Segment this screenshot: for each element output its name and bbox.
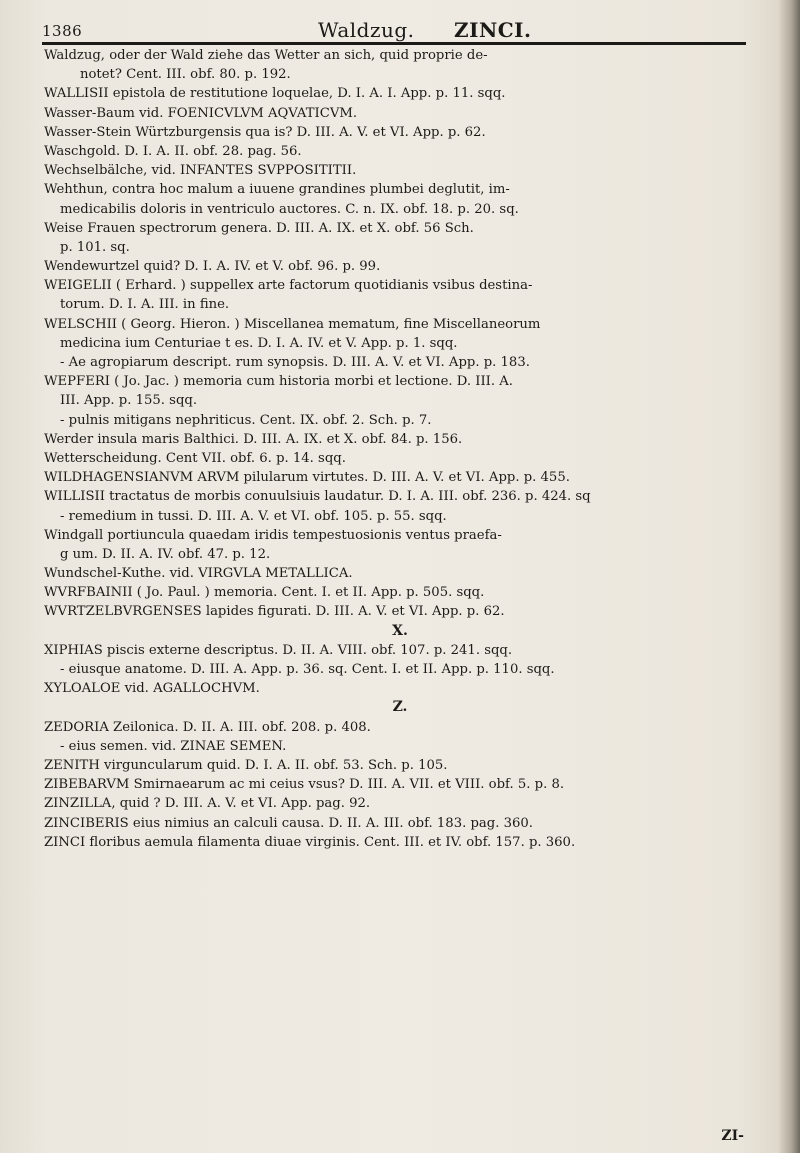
- index-line: - eius semen. vid. ZINAE SEMEN.: [60, 738, 287, 754]
- section-letter-x: X.: [392, 622, 408, 639]
- index-line: Wendewurtzel quid? D. I. A. IV. et V. obf. 96. p. 99.: [44, 259, 381, 275]
- index-line: WILDHAGENSIANVM ARVM pilularum virtutes. D. III. A. V. et VI. App. p. 455.: [44, 470, 570, 486]
- index-line: ZINCI floribus aemula filamenta diuae virginis. Cent. III. et IV. obf. 157. p. 360.: [44, 834, 576, 850]
- index-line: Werder insula maris Balthici. D. III. A. IX. et X. obf. 84. p. 156.: [44, 431, 463, 447]
- index-line: - remedium in tussi. D. III. A. V. et VI. obf. 105. p. 55. sqq.: [60, 508, 447, 524]
- index-line: Wehthun, contra hoc malum a iuuene grandines plumbei deglutit, im-: [44, 182, 510, 198]
- index-line: ZIBEBARVM Smirnaearum ac mi ceius vsus? D. III. A. VII. et VIII. obf. 5. p. 8.: [44, 777, 565, 793]
- index-line: - Ae agropiarum descript. rum synopsis. D. III. A. V. et VI. App. p. 183.: [60, 355, 530, 370]
- index-line: WEPFERI ( Jo. Jac. ) memoria cum historia morbi et lectione. D. III. A.: [44, 374, 513, 390]
- index-line: Weise Frauen spectrorum genera. D. III. A. IX. et X. obf. 56 Sch.: [44, 220, 474, 236]
- running-header: [42, 16, 742, 44]
- running-keyword: ZINCI.: [454, 18, 532, 42]
- index-line: Wundschel-Kuthe. vid. VIRGVLA METALLICA.: [44, 566, 353, 582]
- index-line: Wasser-Baum vid. FOENICVLVM AQVATICVM.: [44, 105, 358, 121]
- section-letter-z: Z.: [392, 699, 408, 716]
- index-line: medicabilis doloris in ventriculo auctores. C. n. IX. obf. 18. p. 20. sq.: [60, 201, 519, 217]
- index-line: WELSCHII ( Georg. Hieron. ) Miscellanea mematum, fine Miscellaneorum: [44, 316, 541, 332]
- index-line: Wechselbälche, vid. INFANTES SVPPOSITITII.: [44, 163, 357, 179]
- index-line: Waschgold. D. I. A. II. obf. 28. pag. 56.: [44, 143, 302, 159]
- index-line: WVRTZELBVRGENSES lapides figurati. D. III. A. V. et VI. App. p. 62.: [44, 604, 505, 620]
- index-line: XIPHIAS piscis externe descriptus. D. II. A. VIII. obf. 107. p. 241. sqq.: [44, 642, 513, 658]
- index-line: g um. D. II. A. IV. obf. 47. p. 12.: [60, 546, 271, 562]
- index-entries: [44, 46, 756, 852]
- index-line: III. App. p. 155. sqq.: [60, 393, 198, 409]
- page-edge-shadow: [778, 0, 800, 1153]
- index-line: ZEDORIA Zeilonica. D. II. A. III. obf. 208. p. 408.: [44, 719, 371, 735]
- index-line: ZENITH virguncularum quid. D. I. A. II. obf. 53. Sch. p. 105.: [44, 757, 448, 773]
- index-line: - pulnis mitigans nephriticus. Cent. IX. obf. 2. Sch. p. 7.: [60, 412, 432, 428]
- index-line: WVRFBAINII ( Jo. Paul. ) memoria. Cent. I. et II. App. p. 505. sqq.: [44, 585, 485, 601]
- index-line: ZINZILLA, quid ? D. III. A. V. et VI. App. pag. 92.: [44, 796, 371, 812]
- header-rule: [42, 42, 746, 45]
- index-line: medicina ium Centuriae t es. D. I. A. IV. et V. App. p. 1. sqq.: [60, 335, 458, 351]
- page-number: 1386: [42, 22, 83, 40]
- index-line: ZINCIBERIS eius nimius an calculi causa. D. II. A. III. obf. 183. pag. 360.: [44, 815, 533, 831]
- running-title: Waldzug.: [318, 18, 415, 42]
- index-line: WILLISII tractatus de morbis conuulsiuis laudatur. D. I. A. III. obf. 236. p. 424. sq: [44, 489, 591, 505]
- index-line: p. 101. sq.: [60, 239, 130, 255]
- index-line: WEIGELII ( Erhard. ) suppellex arte factorum quotidianis vsibus destina-: [44, 278, 533, 294]
- index-line: Windgall portiuncula quaedam iridis tempestuosionis ventus praefa-: [44, 527, 502, 543]
- catchword: ZI-: [721, 1128, 744, 1144]
- index-line: WALLISII epistola de restitutione loquelae, D. I. A. I. App. p. 11. sqq.: [44, 86, 506, 102]
- index-line: XYLOALOE vid. AGALLOCHVM.: [44, 681, 260, 697]
- index-line: Wetterscheidung. Cent VII. obf. 6. p. 14. sqq.: [44, 450, 346, 466]
- index-line: Wasser-Stein Würtzburgensis qua is? D. III. A. V. et VI. App. p. 62.: [44, 124, 486, 140]
- index-line: notet? Cent. III. obf. 80. p. 192.: [80, 67, 291, 83]
- index-line: Waldzug, oder der Wald ziehe das Wetter an sich, quid proprie de-: [44, 48, 488, 63]
- index-line: torum. D. I. A. III. in fine.: [60, 297, 230, 313]
- index-line: - eiusque anatome. D. III. A. App. p. 36. sq. Cent. I. et II. App. p. 110. sqq.: [60, 662, 555, 677]
